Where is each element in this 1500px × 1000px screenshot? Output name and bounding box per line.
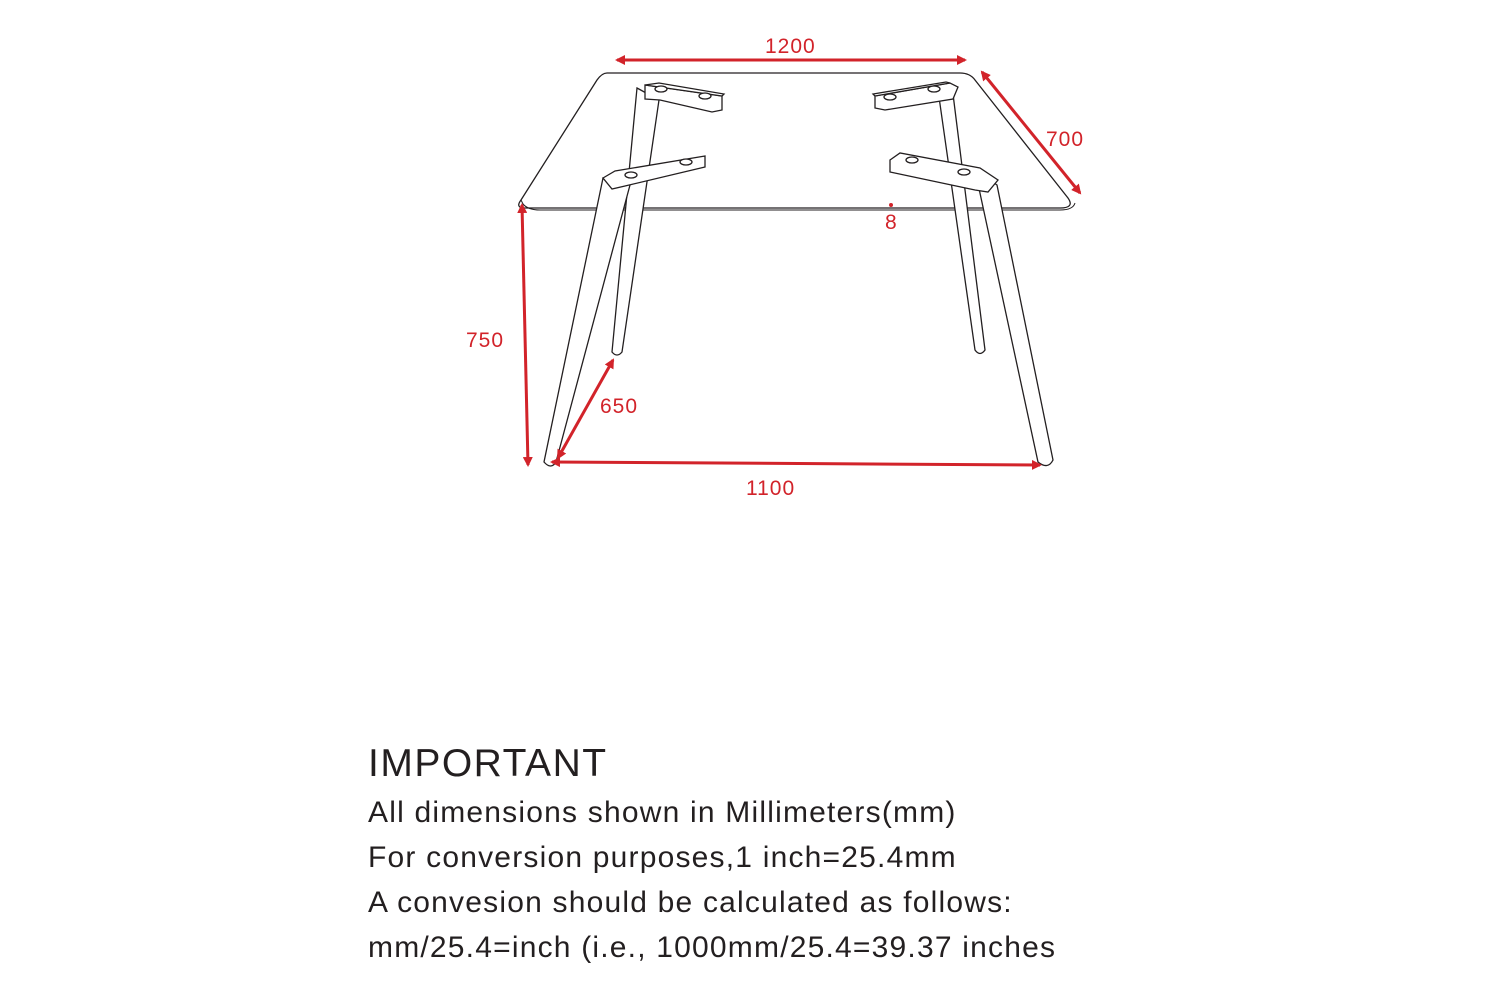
dimension-height-line <box>522 205 528 465</box>
dimension-thickness-label: 8 <box>885 211 898 234</box>
dimension-leg-span-line <box>552 462 1040 465</box>
dimension-depth-label: 700 <box>1046 128 1085 151</box>
dimension-height-label: 750 <box>466 329 505 352</box>
notes-title: IMPORTANT <box>368 742 608 785</box>
dimension-width-label: 1200 <box>765 35 816 58</box>
dimension-thickness-marker <box>889 203 893 207</box>
notes-line-calculation: A convesion should be calculated as follows: <box>368 886 1013 919</box>
back-left-leg <box>612 83 724 355</box>
dimension-leg-diagonal-label: 650 <box>600 395 639 418</box>
notes-line-formula: mm/25.4=inch (i.e., 1000mm/25.4=39.37 inches <box>368 931 1057 964</box>
dimension-leg-span-label: 1100 <box>746 477 796 500</box>
notes-line-units: All dimensions shown in Millimeters(mm) <box>368 796 957 829</box>
important-notes <box>368 738 1368 970</box>
notes-line-conversion: For conversion purposes,1 inch=25.4mm <box>368 841 957 874</box>
